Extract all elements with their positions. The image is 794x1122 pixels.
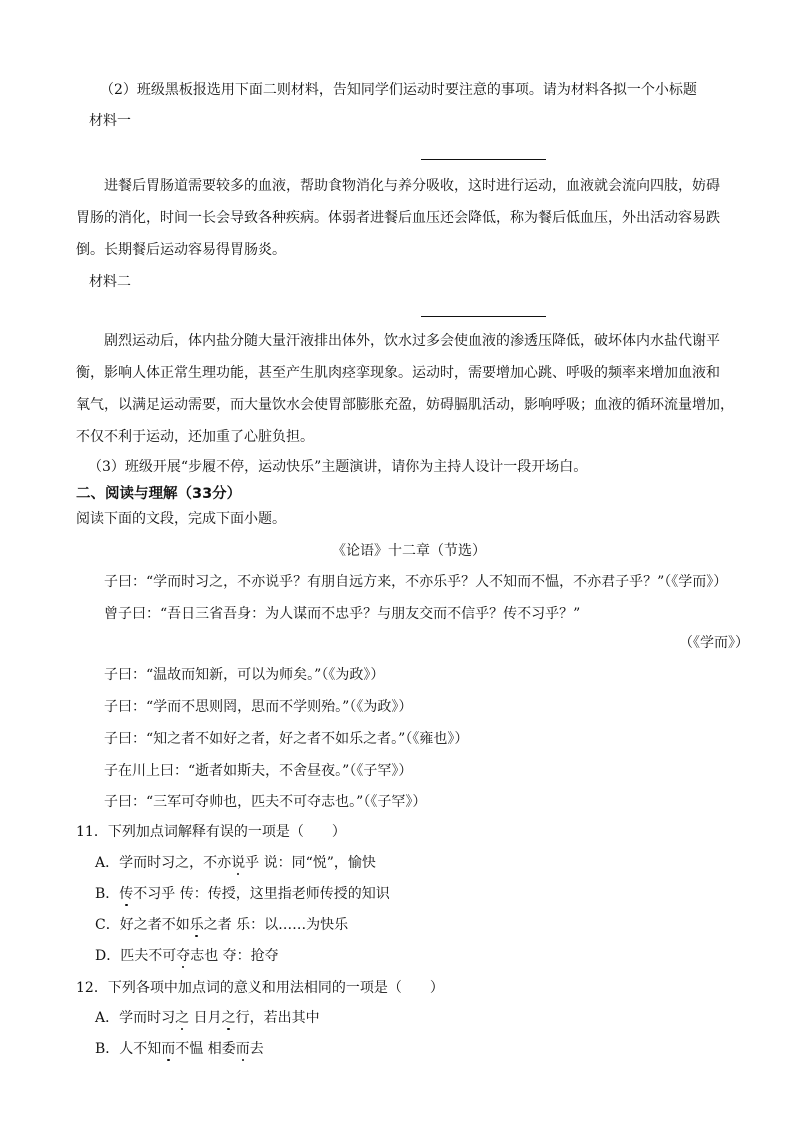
- material1-line-3: 倒。长期餐后运动容易得胃肠炎。: [76, 242, 286, 258]
- option-text: 行，若出其中: [235, 1010, 320, 1026]
- passage-line-4: 子曰：“学而不思则罔，思而不学则殆。”（《为政》）: [104, 699, 413, 715]
- section2-instruction: 阅读下面的文段，完成下面小题。: [76, 511, 286, 527]
- passage-line-2-source: （《学而》）: [679, 635, 749, 651]
- option-text: 之者 乐：以……为快乐: [203, 917, 349, 933]
- dotted-char: 而: [235, 1041, 250, 1057]
- dotted-char: 乐: [189, 917, 204, 933]
- passage-line-1: 子曰：“学而时习之，不亦说乎？有朋自远方来，不亦乐乎？人不知而不愠，不亦君子乎？”（《学而》）: [104, 574, 728, 590]
- dotted-char: 之: [175, 1010, 190, 1026]
- q12-option-a[interactable]: [95, 1008, 320, 1028]
- passage-title: 《论语》十二章（节选）: [332, 543, 486, 559]
- option-text: 日月: [189, 1010, 222, 1026]
- material1-line-1: 进餐后胃肠道需要较多的血液，帮助食物消化与养分吸收，这时进行运动，血液就会流向四肢，妨碍: [104, 178, 720, 194]
- passage-line-7: 子曰：“三军可夺帅也，匹夫不可夺志也。”（《子罕》）: [104, 794, 427, 810]
- q3-prompt: （3）班级开展“步履不停，运动快乐”主题演讲，请你为主持人设计一段开场白。: [88, 459, 588, 475]
- material2-line-4: 不仅不利于运动，还加重了心脏负担。: [76, 429, 314, 445]
- option-text: 匹夫不可: [120, 948, 177, 964]
- material1-title-blank[interactable]: [421, 159, 546, 160]
- q11-option-d[interactable]: [95, 946, 279, 966]
- dotted-char: 而: [161, 1041, 176, 1057]
- option-letter: C．: [95, 917, 120, 933]
- section2-heading: 二、阅读与理解（33分）: [76, 486, 242, 502]
- option-letter: B．: [95, 1041, 120, 1057]
- passage-line-5: 子曰：“知之者不如好之者，好之者不如乐之者。”（《雍也》）: [104, 731, 469, 747]
- option-text: 去: [249, 1041, 264, 1057]
- option-text: 学而时习: [119, 1010, 176, 1026]
- material2-line-1: 剧烈运动后，体内盐分随大量汗液排出体外，饮水过多会使血液的渗透压降低，破坏体内水盐代谢平: [104, 333, 720, 349]
- q2-prompt: （2）班级黑板报选用下面二则材料，告知同学们运动时要注意的事项。请为材料各拟一个小标题: [100, 82, 697, 98]
- dotted-char: 传: [119, 886, 134, 902]
- q11-stem: 11．下列加点词解释有误的一项是（ ）: [76, 824, 346, 840]
- passage-line-2: 曾子曰：“吾日三省吾身：为人谋而不忠乎？与朋友交而不信乎？传不习乎？”: [104, 606, 581, 622]
- passage-line-6: 子在川上曰：“逝者如斯夫，不舍昼夜。”（《子罕》）: [104, 763, 413, 779]
- q11-option-b[interactable]: [95, 884, 390, 904]
- dotted-char: 夺: [176, 948, 191, 964]
- option-letter: D．: [95, 948, 121, 964]
- material1-label: 材料一: [89, 113, 131, 129]
- option-text: 学而时习之，不亦: [119, 855, 232, 871]
- option-text: 好之者不如: [119, 917, 190, 933]
- material1-line-2: 胃肠的消化，时间一长会导致各种疾病。体弱者进餐后血压还会降低，称为餐后低血压，外出活动容易跌: [76, 210, 720, 226]
- option-letter: B．: [95, 886, 120, 902]
- option-text: 志也 夺：抢夺: [190, 948, 279, 964]
- material2-line-2: 衡，影响人体正常生理功能，甚至产生肌肉痉挛现象。运动时，需要增加心跳、呼吸的频率来增加血液和: [76, 365, 720, 381]
- q11-option-a[interactable]: [95, 853, 376, 873]
- option-text: 乎 说：同“悦”，愉快: [245, 855, 376, 871]
- material2-label: 材料二: [89, 274, 131, 290]
- material2-title-blank[interactable]: [421, 316, 546, 317]
- option-text: 不习乎 传：传授，这里指老师传授的知识: [133, 886, 390, 902]
- option-letter: A．: [95, 1010, 120, 1026]
- option-letter: A．: [95, 855, 120, 871]
- material2-line-3: 氧气，以满足运动需要，而大量饮水会使胃部膨胀充盈，妨碍膈肌活动，影响呼吸；血液的循环流量增加，: [76, 397, 734, 413]
- dotted-char: 之: [221, 1010, 236, 1026]
- passage-line-3: 子曰：“温故而知新，可以为师矣。”（《为政》）: [104, 667, 385, 683]
- q11-option-c[interactable]: [95, 915, 348, 935]
- option-text: 人不知: [119, 1041, 162, 1057]
- q12-option-b[interactable]: [95, 1039, 264, 1059]
- dotted-char: 说: [231, 855, 246, 871]
- option-text: 不愠 相委: [175, 1041, 236, 1057]
- q12-stem: 12．下列各项中加点词的意义和用法相同的一项是（ ）: [76, 980, 444, 996]
